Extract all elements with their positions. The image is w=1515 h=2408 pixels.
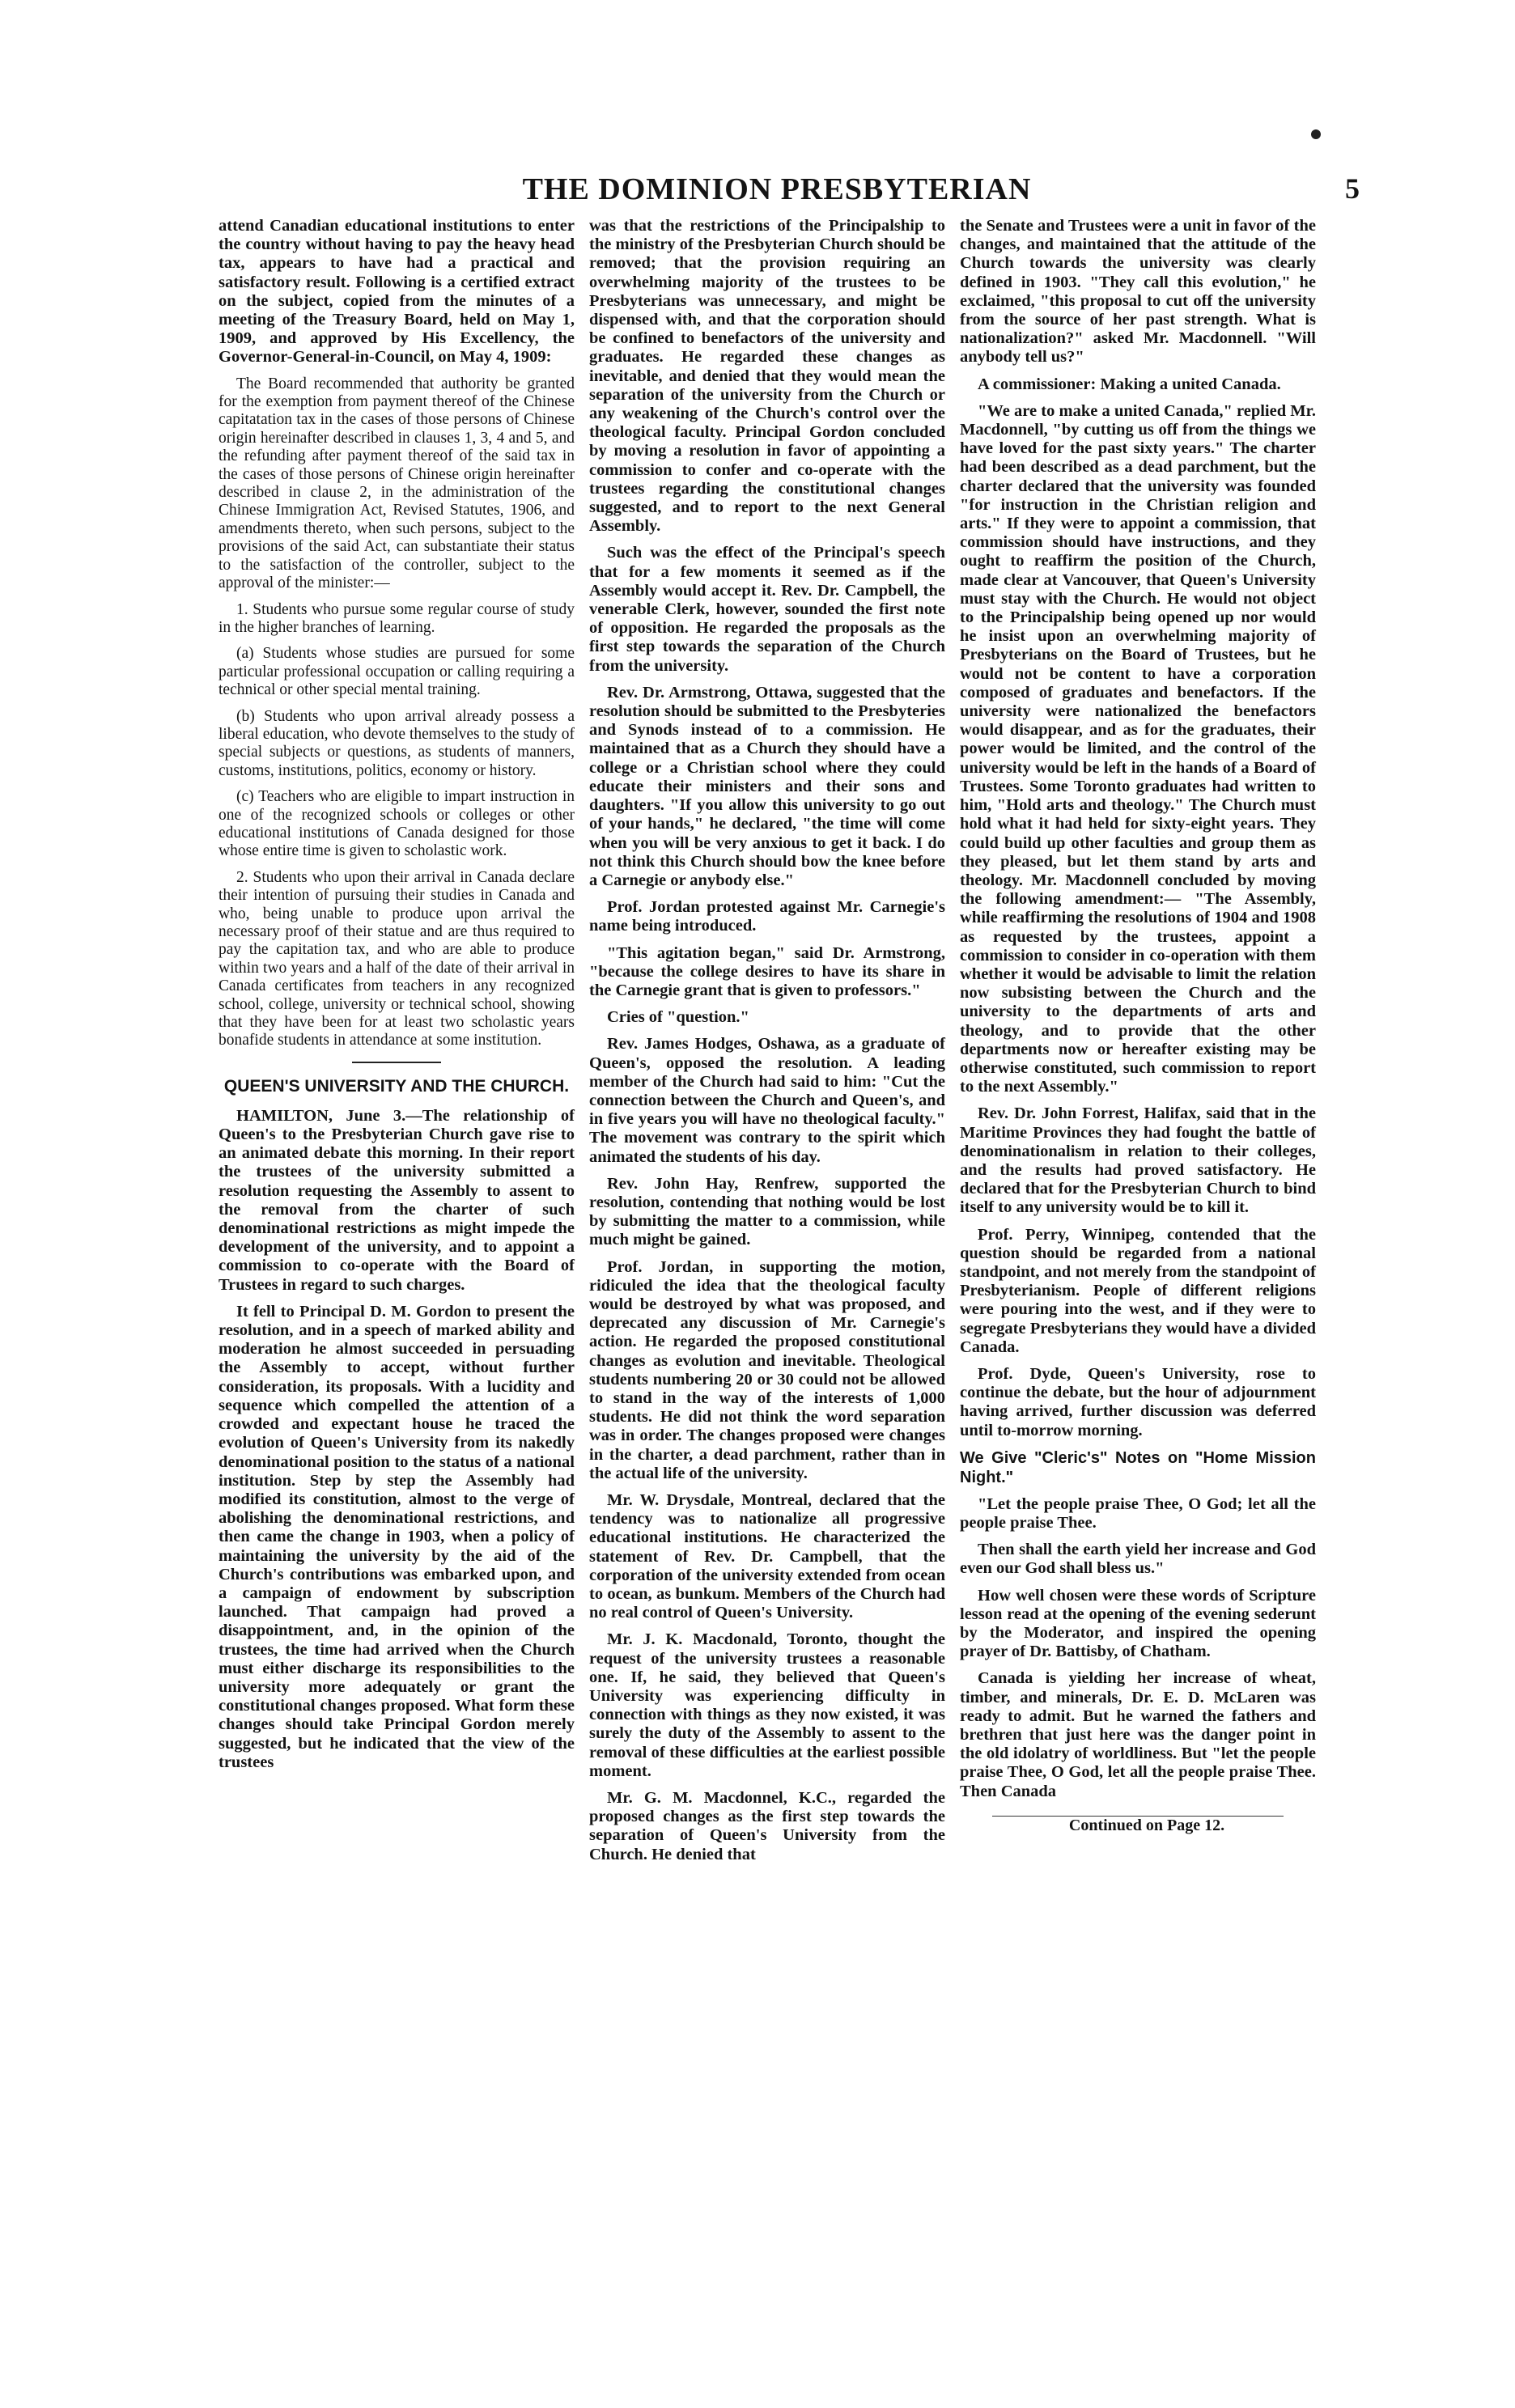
article-paragraph: A commissioner: Making a united Canada. <box>978 375 1281 393</box>
article-paragraph: How well chosen were these words of Scripture lesson read at the opening of the evening sederunt by the Moderator, and inspired the opening prayer of Dr. Battisby, of Chatham. <box>960 1586 1316 1661</box>
article-paragraph: the Senate and Trustees were a unit in favor of the changes, and maintained that the attitude of the Church towards the university was clearly defined in 1903. "They call this evolution," he exclaimed, "this proposal to cut off the university from the source of her past strength. What is nationalization?" asked Mr. Macdonnell. "Will anybody tell us?" <box>960 217 1316 367</box>
article-paragraph: Such was the effect of the Principal's speech that for a few moments it seemed as if the Assembly would accept it. Rev. Dr. Campbell, the venerable Clerk, however, sounded the first note of opposition. He regarded the proposals as the first step towards the separation of the Church from the university. <box>589 544 945 675</box>
article-paragraph: (b) Students who upon arrival already possess a liberal education, who devote themselves to the study of special subjects or questions, as students of manners, customs, institutions, politics, economy or history. <box>219 707 575 779</box>
article-paragraph: HAMILTON, June 3.—The relationship of Queen's to the Presbyterian Church gave rise to an animated debate this morning. In their report the trustees of the university submitted a resolution requesting the Assembly to assent to the removal from the charter of such denominational restrictions as might impede the development of the university, and to appoint a commission to co-operate with the Board of Trustees in regard to such charges. <box>219 1106 575 1294</box>
column-1 <box>219 217 575 1780</box>
article-paragraph: Prof. Perry, Winnipeg, contended that the question should be regarded from a national standpoint, and not merely from the standpoint of Presbyterianism. People of different religions were pouring into the west, and if they were to segregate Presbyterians they would have a divided Canada. <box>960 1225 1316 1356</box>
article-paragraph: Mr. G. M. Macdonnel, K.C., regarded the proposed changes as the first step towards the separation of Queen's University from the Church. He denied that <box>589 1789 945 1863</box>
article-paragraph: The Board recommended that authority be granted for the exemption from payment thereof of the Chinese capitatation tax in the cases of those persons of Chinese origin hereinafter described in clauses 1, 3, 4 and 5, and the refunding after payment thereof of the said tax in the cases of those persons of Chinese origin hereinafter described in clause 2, in the administration of the Chinese Immigration Act, Revised Statutes, 1906, and amendments thereto, when such persons, subject to the provisions of the said Act, can substantiate their status to the satisfaction of the controller, subject to the approval of the minister:— <box>219 375 575 592</box>
article-heading: We Give "Cleric's" Notes on "Home Mission Night." <box>960 1448 1316 1486</box>
article-paragraph: Rev. John Hay, Renfrew, supported the resolution, contending that nothing would be lost by submitting the matter to a commission, while much might be gained. <box>589 1174 945 1249</box>
article-paragraph: (c) Teachers who are eligible to impart instruction in one of the recognized schools or colleges or other educational institutions of Canada designed for those whose entire time is given to scholastic work. <box>219 788 575 860</box>
article-paragraph: Mr. W. Drysdale, Montreal, declared that the tendency was to nationalize all progressive educational institutions. He characterized the statement of Rev. Dr. Campbell, that the corporation of the university extended from ocean to ocean, as bunkum. Members of the Church had no real control of Queen's University. <box>589 1491 945 1622</box>
article-paragraph: attend Canadian educational institutions to enter the country without having to pay the heavy head tax, appears to have had a practical and satisfactory result. Following is a certified extract on the subject, copied from the minutes of a meeting of the Treasury Board, held on May 1, 1909, and approved by His Excellency, the Governor-General-in-Council, on May 4, 1909: <box>219 217 575 367</box>
article-paragraph: "Let the people praise Thee, O God; let all the people praise Thee. <box>960 1494 1316 1532</box>
article-paragraph: Mr. J. K. Macdonald, Toronto, thought the request of the university trustees a reasonable one. If, he said, they believed that Queen's University was experiencing difficulty in connection with things as they now existed, it was surely the duty of the Assembly to assent to the removal of these difficulties at the earliest possible moment. <box>589 1630 945 1780</box>
column-2 <box>589 217 945 1872</box>
article-paragraph: Cries of "question." <box>607 1008 749 1027</box>
article-paragraph: "This agitation began," said Dr. Armstrong, "because the college desires to have its share in the Carnegie grant that is given to professors." <box>589 943 945 999</box>
article-paragraph: was that the restrictions of the Principalship to the ministry of the Presbyterian Church should be removed; that the provision requiring an overwhelming majority of the trustees to be Presbyterians was unnecessary, and might be dispensed with, and that the corporation should be confined to benefactors of the university and graduates. He regarded these changes as inevitable, and denied that they would mean the separation of the university from the Church or any weakening of the Church's control over the theological faculty. Principal Gordon concluded by moving a resolution in favor of appointing a commission to confer and co-operate with the trustees regarding the constitutional changes suggested, and to report to the next General Assembly. <box>589 217 945 536</box>
article-paragraph: (a) Students whose studies are pursued for some particular professional occupation or calling requiring a technical or other special mental training. <box>219 645 575 699</box>
section-divider <box>352 1062 441 1063</box>
article-paragraph: 1. Students who pursue some regular course of study in the higher branches of learning. <box>219 600 575 636</box>
article-paragraph: Canada is yielding her increase of wheat, timber, and minerals, Dr. E. D. McLaren was ready to admit. But he warned the fathers and brethren that just here was the danger point in the old idolatry of worldliness. But "let the people praise Thee, O God, let all the people praise Thee. Then Canada <box>960 1669 1316 1800</box>
article-paragraph: Then shall the earth yield her increase and God even our God shall bless us." <box>960 1541 1316 1578</box>
page-header <box>194 172 1360 215</box>
article-paragraph: Rev. Dr. Armstrong, Ottawa, suggested that the resolution should be submitted to the Presbyteries and Synods instead of to a commission. He maintained that as a Church they should have a college or a Christian school where they could educate their ministers and their sons and daughters. "If you allow this university to go out of your hands," he declared, "the time will come when you will be very anxious to get it back. I do not think this Church should bow the knee before a Carnegie or anybody else." <box>589 683 945 889</box>
article-paragraph: Prof. Jordan protested against Mr. Carnegie's name being introduced. <box>589 898 945 935</box>
article-paragraph: Rev. Dr. John Forrest, Halifax, said that in the Maritime Provinces they had fought the battle of denominationalism in relation to their colleges, and the results had proved satisfactory. He declared that for the Presbyterian Church to bind itself to any university would be to kill it. <box>960 1104 1316 1217</box>
column-3 <box>960 217 1316 1843</box>
article-paragraph: 2. Students who upon their arrival in Canada declare their intention of pursuing their studies in Canada and who, being unable to produce upon arrival the necessary proof of their statue and are thus required to pay the capitation tax, and who are able to produce within two years and a half of the date of their arrival in Canada certificates from teachers in any recognized school, college, university or technical school, showing that they have been for at least two scholastic years bonafide students in attendance at some institution. <box>219 868 575 1049</box>
article-paragraph: It fell to Principal D. M. Gordon to present the resolution, and in a speech of marked ability and moderation he almost succeeded in persuading the Assembly to accept, without further consideration, its proposals. With a lucidity and sequence which compelled the attention of a crowded and expectant house he traced the evolution of Queen's University from its nakedly denominational position to the status of a national institution. Step by step the Assembly had modified its constitution, almost to the verge of abolishing the denominational restrictions, and then came the change in 1903, when a policy of maintaining the university by the aid of the Church's contributions was embarked upon, and a campaign of endowment by subscription launched. That campaign had proved a disappointment, and, in the opinion of the trustees, the time had arrived when the Church must either discharge its responsibilities to the university more adequately or grant the constitutional changes proposed. What form these changes should take Principal Gordon merely suggested, but he indicated that the view of the trustees <box>219 1302 575 1771</box>
article-paragraph: Prof. Jordan, in supporting the motion, ridiculed the idea that the theological faculty would be destroyed by what was proposed, and deprecated any discussion of Mr. Carnegie's action. He regarded the proposed constitutional changes as evolution and inevitable. Theological students numbering 20 or 30 could not be allowed to stand in the way of the interests of 1,000 students. He did not think the word separation was in order. The changes proposed were changes in the charter, a dead parchment, rather than in the actual life of the university. <box>589 1257 945 1482</box>
continued-note: Continued on Page 12. <box>1068 1816 1225 1834</box>
article-paragraph: Prof. Dyde, Queen's University, rose to continue the debate, but the hour of adjournment having arrived, further discussion was deferred until to-morrow morning. <box>960 1364 1316 1439</box>
page-number: 5 <box>1345 172 1360 205</box>
article-paragraph: "We are to make a united Canada," replied Mr. Macdonnell, "by cutting us off from the things we have loved for the past sixty years." The charter had been described as a dead parchment, but the charter declared that the university was founded "for instruction in the Christian religion and arts." If they were to appoint a commission, that commission should have instructions, and they ought to reaffirm the position of the Church, made clear at Vancouver, that Queen's University must stay with the Church. He would not object to the Principalship being opened up nor would he insist upon an overwhelming majority of Presbyterians on the Board of Trustees, but he would not be content to have a corporation composed of graduates and benefactors. If the university were nationalized the benefactors would disappear, and as for the graduates, their power would be limited, and the control of the university would be left in the hands of a Board of Trustees. Some Toronto graduates had written to him, "Hold arts and theology." The Church must hold what it had held for sixty-eight years. They could build up other faculties and group them as they pleased, but let them stand by arts and theology. Mr. Macdonnell concluded by moving the following amendment:— "The Assembly, while reaffirming the resolutions of 1904 and 1908 as requested by the trustees, appoint a commission to consider in co-operation with them whether it would be advisable to limit the relation now subsisting between the Church and the university to the departments of arts and theology, and to provide that the other departments now or hereafter existing may be otherwise constituted, such commission to report to the next Assembly." <box>960 401 1316 1096</box>
masthead-title: THE DOMINION PRESBYTERIAN <box>522 172 1032 206</box>
article-heading: QUEEN'S UNIVERSITY AND THE CHURCH. <box>223 1076 570 1096</box>
article-paragraph: Rev. James Hodges, Oshawa, as a graduate of Queen's, opposed the resolution. A leading member of the Church had said to him: "Cut the connection between the Church and Queen's, and in five years you will have no theological faculty." The movement was contrary to the spirit which animated the students of his day. <box>589 1035 945 1166</box>
ink-dot <box>1311 129 1321 139</box>
